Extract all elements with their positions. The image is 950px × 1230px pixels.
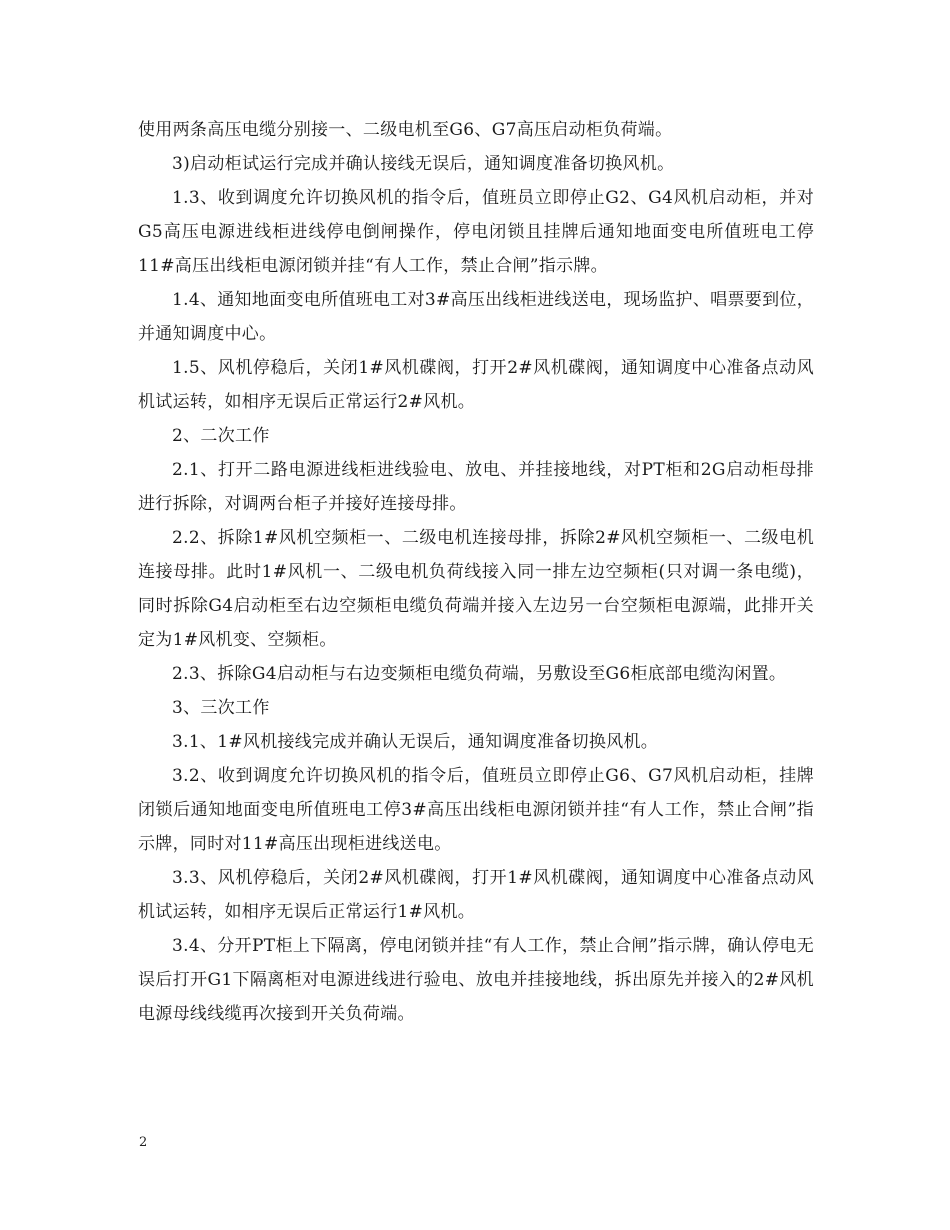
paragraph-13: 3.4、分开PT柜上下隔离，停电闭锁并挂“有人工作，禁止合闸”指示牌，确认停电无误后打开G1下隔离柜对电源进线进行验电、放电并挂接地线，拆出原先并接入的2#风机电源母线线缆再次接到开关负荷端。 [138,936,814,1024]
paragraph-2: 1.3、收到调度允许切换风机的指令后，值班员立即停止G2、G4风机启动柜，并对G5高压电源进线柜进线停电倒闸操作，停电闭锁且挂牌后通知地面变电所值班电工停11#高压出线柜电源闭锁并挂“有人工作，禁止合闸”指示牌。 [138,188,814,276]
paragraph-11: 3.2、收到调度允许切换风机的指令后，值班员立即停止G6、G7风机启动柜，挂牌闭锁后通知地面变电所值班电工停3#高压出线柜电源闭锁并挂“有人工作，禁止合闸”指示牌，同时对11#高压出现柜进线送电。 [138,766,814,854]
paragraph-7: 2.2、拆除1#风机空频柜一、二级电机连接母排，拆除2#风机空频柜一、二级电机连接母排。此时1#风机一、二级电机负荷线接入同一排左边空频柜(只对调一条电缆)，同时拆除G4启动柜至右边空频柜电缆负荷端并接入左边另一台空频柜电源端，此排开关定为1#风机变、空频柜。 [138,528,814,650]
paragraph-1: 3)启动柜试运行完成并确认接线无误后，通知调度准备切换风机。 [172,154,675,174]
page-number: 2 [139,1135,148,1150]
paragraph-10: 3.1、1#风机接线完成并确认无误后，通知调度准备切换风机。 [172,732,659,752]
paragraph-8: 2.3、拆除G4启动柜与右边变频柜电缆负荷端，另敷设至G6柜底部电缆沟闲置。 [172,664,787,684]
paragraph-0: 使用两条高压电缆分别接一、二级电机至G6、G7高压启动柜负荷端。 [138,120,673,140]
section-heading-3: 3、三次工作 [172,698,270,718]
paragraph-12: 3.3、风机停稳后，关闭2#风机碟阀，打开1#风机碟阀，通知调度中心准备点动风机试运转，如相序无误后正常运行1#风机。 [138,868,814,922]
paragraph-3: 1.4、通知地面变电所值班电工对3#高压出线柜进线送电，现场监护、唱票要到位，并通知调度中心。 [138,290,814,344]
section-heading-2: 2、二次工作 [172,426,270,446]
paragraph-4: 1.5、风机停稳后，关闭1#风机碟阀，打开2#风机碟阀，通知调度中心准备点动风机试运转，如相序无误后正常运行2#风机。 [138,358,814,412]
paragraph-6: 2.1、打开二路电源进线柜进线验电、放电、并挂接地线，对PT柜和2G启动柜母排进行拆除，对调两台柜子并接好连接母排。 [138,460,814,514]
document-body [138,113,814,1031]
